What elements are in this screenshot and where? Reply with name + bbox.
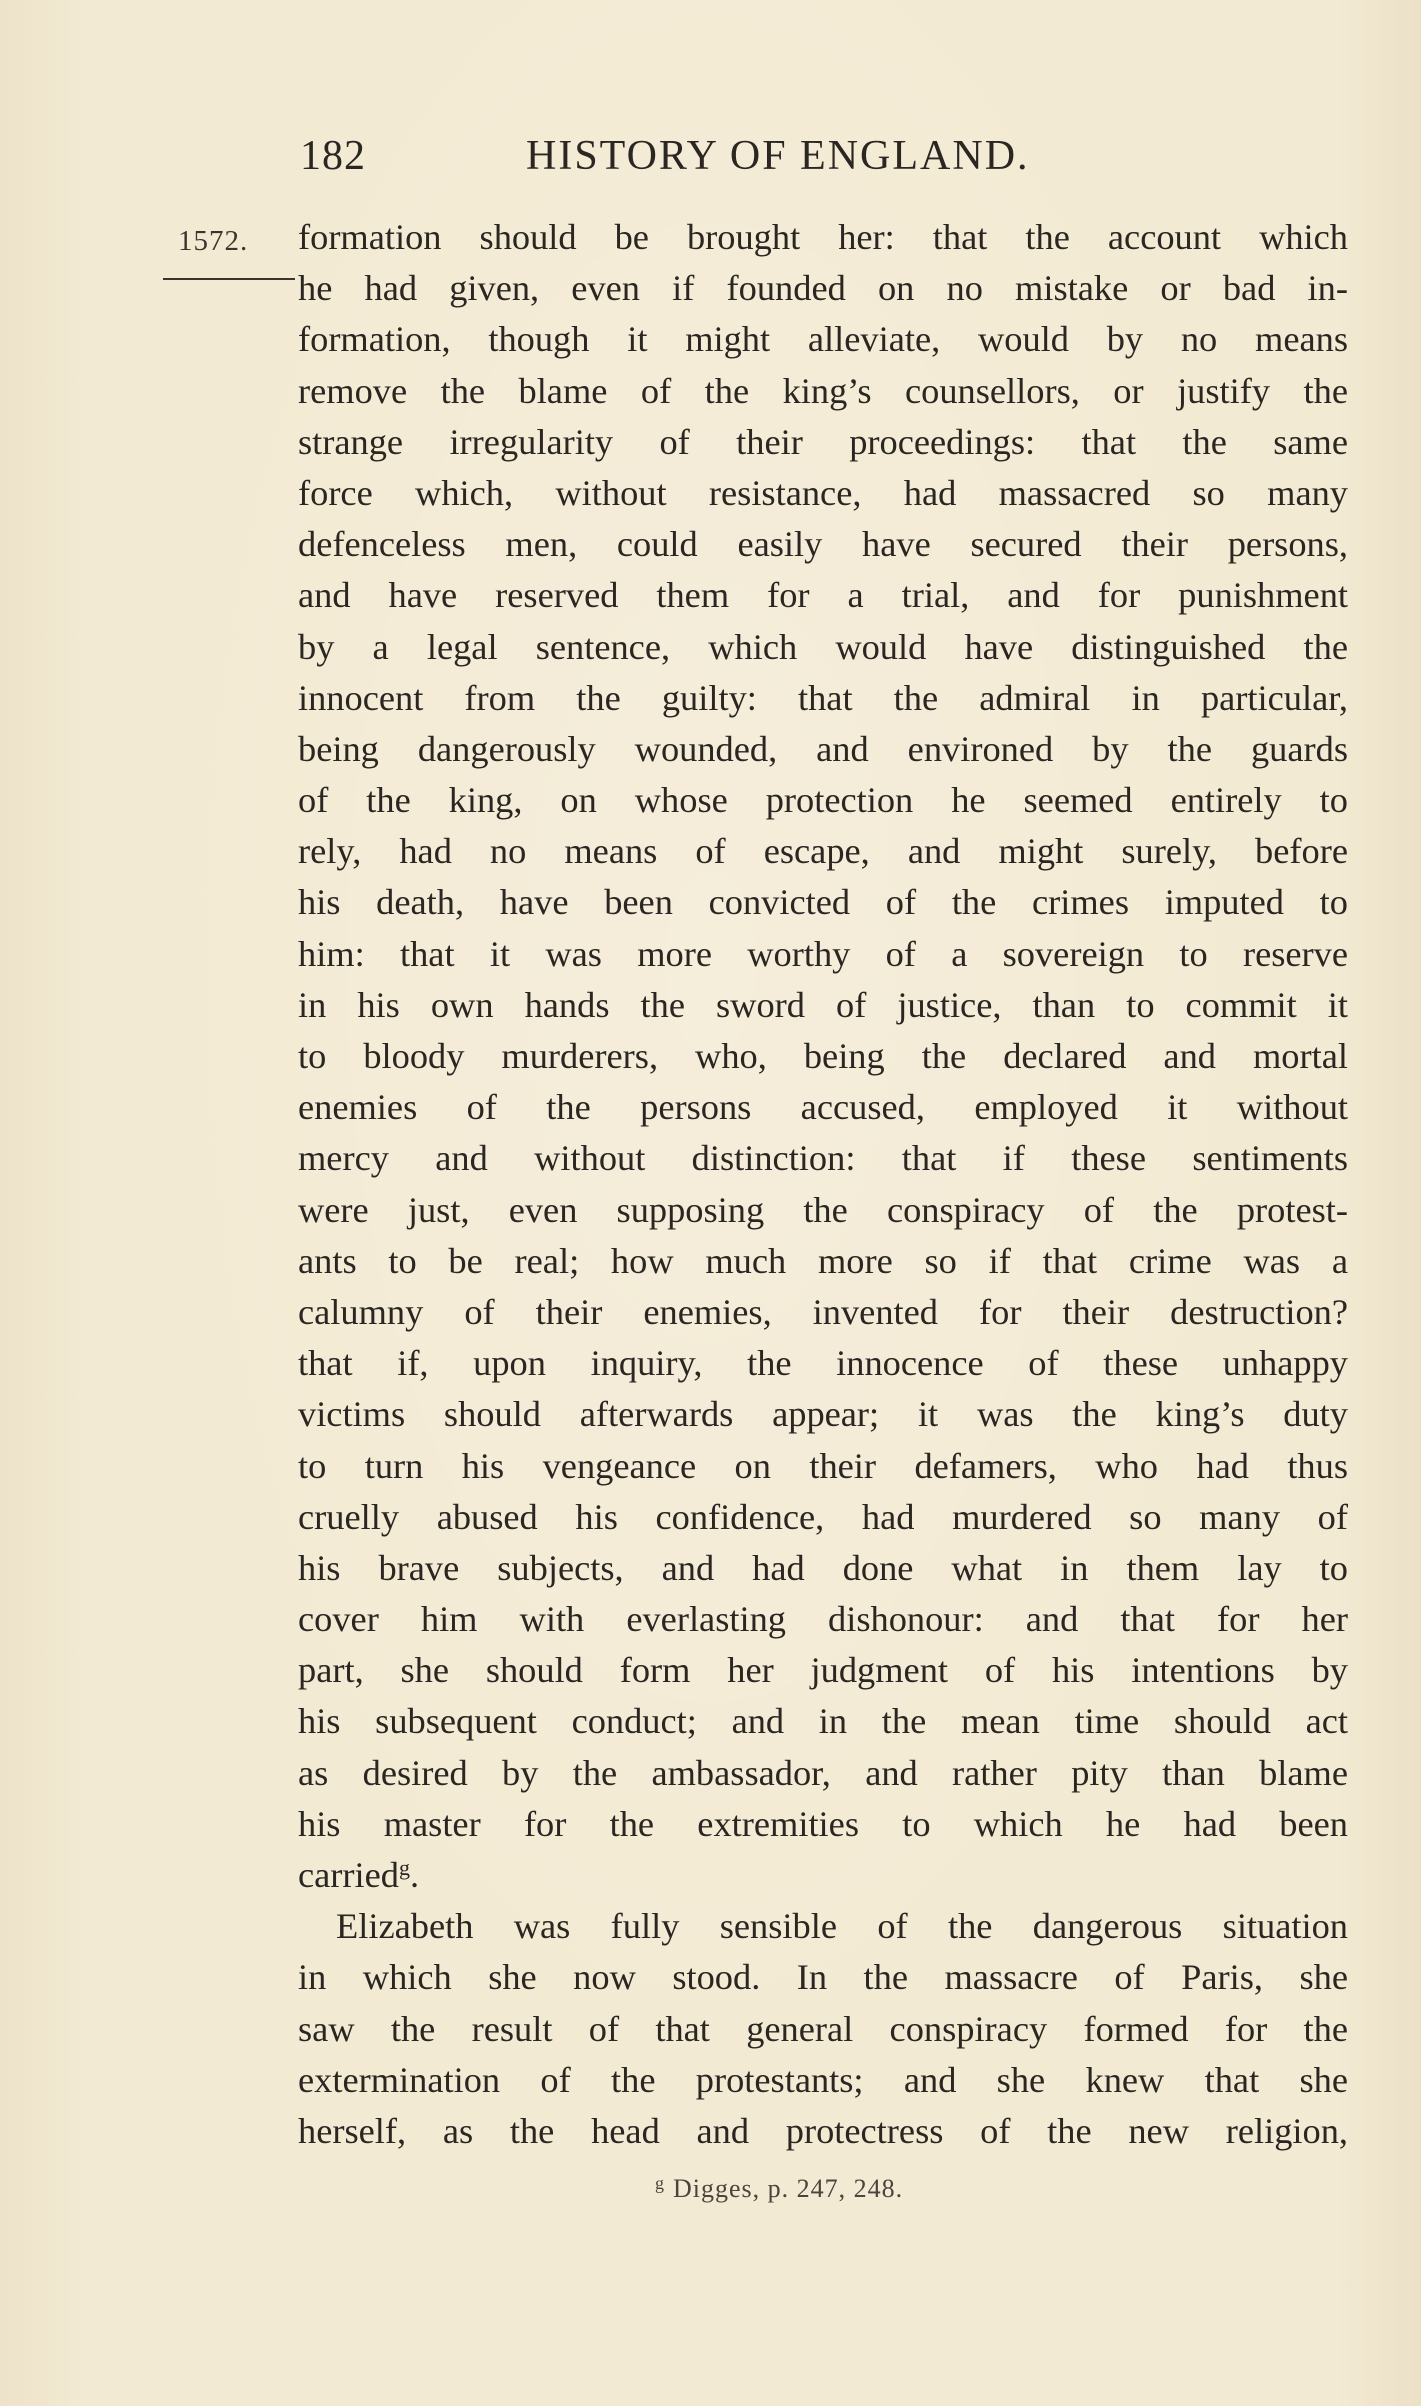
text-line: herself, as the head and protectress of the new religion, — [298, 2110, 1348, 2151]
text-line: part, she should form her judgment of his intentions by — [298, 1650, 1348, 1691]
text-line: Elizabeth was fully sensible of the dangerous situation — [336, 1906, 1348, 1947]
paragraph-1 — [298, 212, 1348, 1901]
text-line: and have reserved them for a trial, and for punishment — [298, 575, 1348, 616]
text-line: cover him with everlasting dishonour: and that for her — [298, 1599, 1348, 1640]
text-line: cruelly abused his confidence, had murdered so many of — [298, 1496, 1348, 1537]
text-line: defenceless men, could easily have secured their persons, — [298, 524, 1348, 565]
paragraph-2 — [298, 1901, 1348, 2157]
text-line: extermination of the protestants; and she knew that she — [298, 2059, 1348, 2100]
text-line: ants to be real; how much more so if that crime was a — [298, 1240, 1348, 1281]
footnote — [655, 2173, 903, 2204]
last-line-text: carried — [298, 1855, 399, 1895]
text-line: that if, upon inquiry, the innocence of these unhappy — [298, 1343, 1348, 1384]
text-line: innocent from the guilty: that the admiral in particular, — [298, 677, 1348, 718]
text-line: as desired by the ambassador, and rather pity than blame — [298, 1752, 1348, 1793]
text-line-last — [298, 1850, 1348, 1901]
margin-rule — [163, 278, 295, 280]
footnote-mark: g — [655, 2173, 665, 2193]
page-number: 182 — [300, 133, 366, 179]
last-line-period: . — [410, 1855, 420, 1895]
text-line: strange irregularity of their proceedings: that the same — [298, 421, 1348, 462]
text-line: he had given, even if founded on no mistake or bad in- — [298, 268, 1348, 309]
text-line: him: that it was more worthy of a sovereign to reserve — [298, 933, 1348, 974]
text-line: being dangerously wounded, and environed by the guards — [298, 728, 1348, 769]
text-line: victims should afterwards appear; it was the king’s duty — [298, 1394, 1348, 1435]
text-line: his master for the extremities to which he had been — [298, 1803, 1348, 1844]
text-line: his brave subjects, and had done what in them lay to — [298, 1547, 1348, 1588]
text-line: in which she now stood. In the massacre of Paris, she — [298, 1957, 1348, 1998]
text-line: rely, had no means of escape, and might surely, before — [298, 831, 1348, 872]
text-line: his death, have been convicted of the crimes imputed to — [298, 882, 1348, 923]
text-line: force which, without resistance, had massacred so many — [298, 472, 1348, 513]
text-line: formation, though it might alleviate, would by no means — [298, 319, 1348, 360]
text-line: to bloody murderers, who, being the declared and mortal — [298, 1036, 1348, 1076]
text-line: to turn his vengeance on their defamers, who had thus — [298, 1445, 1348, 1486]
text-line: calumny of their enemies, invented for their destruction? — [298, 1291, 1348, 1332]
body-text — [298, 212, 1348, 2157]
footnote-reference-mark: g — [399, 1855, 410, 1880]
text-line: his subsequent conduct; and in the mean time should act — [298, 1701, 1348, 1742]
text-line: formation should be brought her: that the account which — [298, 217, 1348, 257]
footnote-text: Digges, p. 247, 248. — [673, 2174, 904, 2203]
text-line: by a legal sentence, which would have distinguished the — [298, 626, 1348, 667]
text-line: mercy and without distinction: that if these sentiments — [298, 1138, 1348, 1179]
text-line: in his own hands the sword of justice, than to commit it — [298, 984, 1348, 1025]
text-line: saw the result of that general conspiracy formed for the — [298, 2008, 1348, 2049]
text-line: of the king, on whose protection he seemed entirely to — [298, 780, 1348, 821]
text-line: remove the blame of the king’s counsellors, or justify the — [298, 370, 1348, 411]
text-line: were just, even supposing the conspiracy of the protest- — [298, 1189, 1348, 1230]
running-title: HISTORY OF ENGLAND. — [526, 133, 1030, 179]
page-header — [300, 132, 1060, 192]
margin-year-note: 1572. — [178, 225, 249, 257]
text-line: enemies of the persons accused, employed it without — [298, 1087, 1348, 1128]
